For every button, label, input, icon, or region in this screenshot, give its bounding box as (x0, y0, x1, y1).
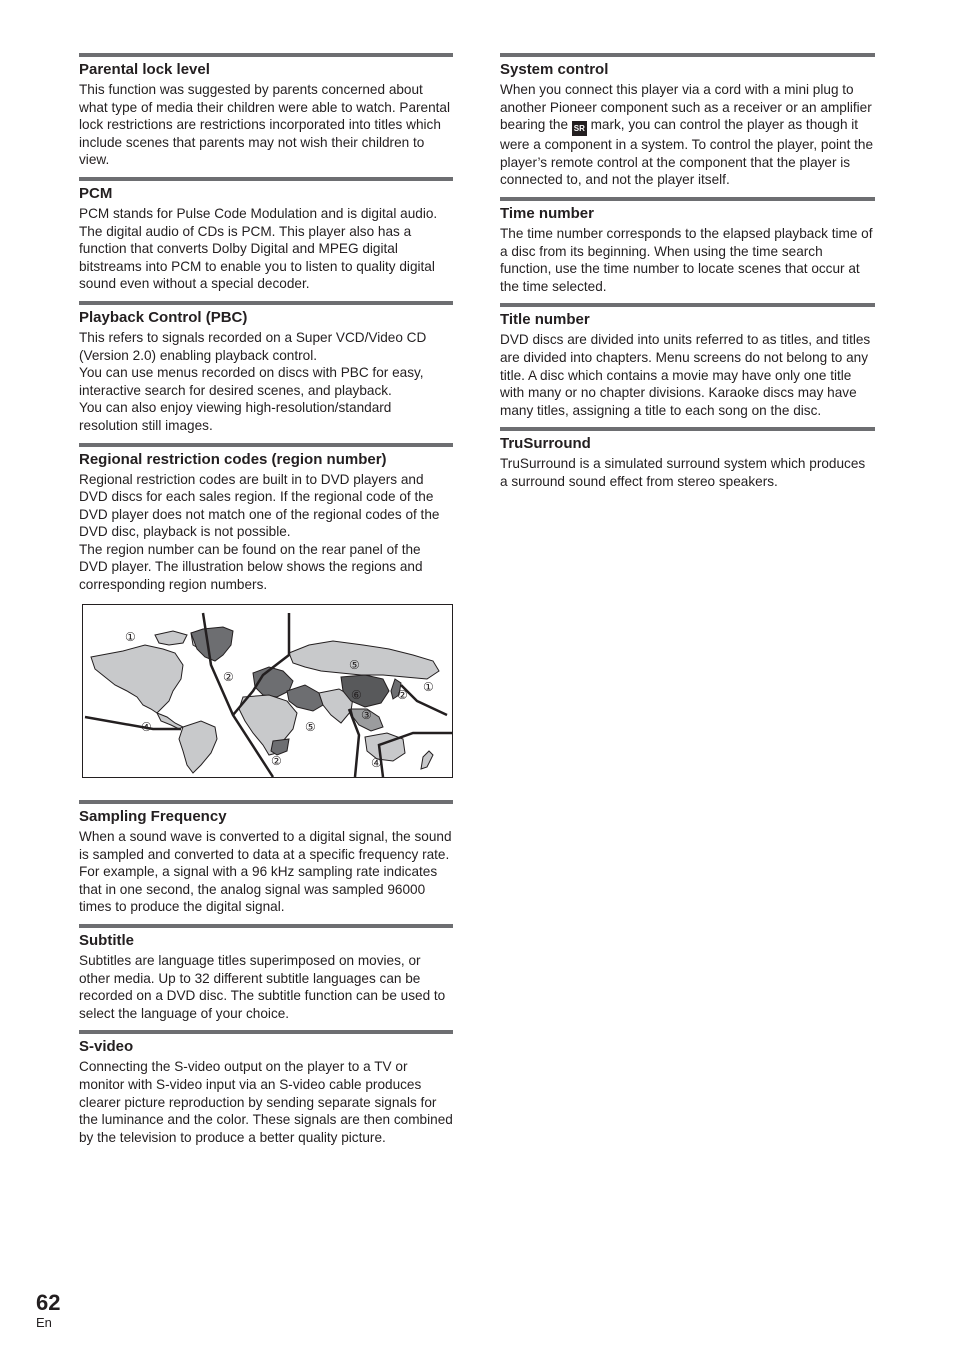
label-europe: ② (223, 670, 234, 684)
label-china: ⑥ (351, 688, 362, 702)
left-column (79, 53, 453, 602)
entry-paragraph: TruSurround is a simulated surround system which produces a surround sound effect from stereo speakers. (500, 456, 866, 489)
entry-paragraph: You can use menus recorded on discs with PBC for easy, interactive search for desired scenes, and playback. (79, 365, 424, 398)
glossary-entry-pcm (79, 177, 453, 293)
entry-text (500, 225, 875, 295)
entry-paragraph: The time number corresponds to the elapsed playback time of a disc from its beginning. When using the time search function, use the time number to locate scenes that occur at the time selected. (500, 225, 873, 294)
entry-text (500, 331, 875, 419)
entry-text (79, 1058, 453, 1146)
europe-shape (191, 627, 233, 661)
glossary-entry-trusurround (500, 427, 875, 490)
entry-title: System control (500, 61, 609, 78)
sr-mark-icon: SR (572, 121, 587, 136)
region-map (82, 604, 453, 778)
arctic-islands-shape (155, 631, 187, 645)
label-russia: ⑤ (349, 658, 360, 672)
entry-title: S-video (79, 1038, 134, 1056)
entry-paragraph: Subtitles are language titles superimposed on movies, or other media. Up to 32 different subtitle languages can be recorded on a DVD disc. The subtitle function can be used to select the language of your choice. (79, 952, 446, 1021)
entry-title: PCM (79, 184, 113, 202)
glossary-entry-parental-lock-level (79, 53, 453, 169)
entry-title: TruSurround (500, 435, 591, 453)
label-south-america: ④ (141, 720, 152, 734)
glossary-entry-sampling-frequency (79, 800, 453, 916)
central-america-shape (157, 713, 183, 729)
entry-title: Playback Control (PBC) (79, 308, 248, 326)
label-australia: ④ (371, 756, 382, 770)
label-north-america: ① (125, 630, 136, 644)
world-region-map (83, 605, 452, 777)
entry-paragraph: Regional restriction codes are built in to DVD players and DVD discs for each sales region. If the regional code of the DVD player does not match one of the regional codes of the DVD disc, playback is not possible. (79, 471, 440, 540)
north-america-shape (91, 645, 183, 713)
label-japan: ② (397, 688, 408, 702)
label-southeast-asia: ③ (361, 708, 372, 722)
entry-paragraph: When a sound wave is converted to a digital signal, the sound is sampled and converted to data at a specific frequency rate. For example, a signal with a 96 kHz sampling rate indicates that in one second, the analog signal was sampled 96000 times to produce the digital signal. (79, 829, 452, 915)
page-language: En (36, 1315, 52, 1330)
entry-title: Regional restriction codes (region number) (79, 450, 387, 468)
entry-paragraph: You can also enjoy viewing high-resolution/standard resolution still images. (79, 400, 392, 433)
glossary-entry-time-number (500, 197, 875, 295)
entry-title: Sampling Frequency (79, 808, 227, 825)
glossary-entry-s-video (79, 1030, 453, 1146)
entry-title: Title number (500, 311, 590, 329)
glossary-entry-regional-restriction-codes-region-number (79, 443, 453, 594)
page-number: 62 (36, 1290, 61, 1315)
entry-text (79, 81, 453, 169)
south-america-shape (179, 721, 217, 773)
entry-paragraph: The region number can be found on the rear panel of the DVD player. The illustration below shows the regions and corresponding region numbers. (79, 541, 423, 593)
entry-text: When you connect this player via a cord with a mini plug to another Pioneer component such as a receiver or an amplifier bearing the SR mark, you can control the player as though it were a component in a system. To control the player, point the player’s remote control at the component that the player is connected to, and not the player itself. (500, 82, 874, 188)
entry-text (79, 205, 453, 293)
entry-text (79, 329, 453, 435)
glossary-entry-playback-control-pbc (79, 301, 453, 435)
label-pacific: ① (423, 680, 434, 694)
label-africa: ⑤ (305, 720, 316, 734)
entry-text (500, 455, 875, 490)
glossary-entry-title-number (500, 303, 875, 419)
entry-paragraph: This function was suggested by parents concerned about what type of media their children were able to watch. Parental lock restrictions are restrictions incorporated into titles which include scenes that parents may not wish their children to view. (79, 82, 451, 168)
entry-paragraph: DVD discs are divided into units referred to as titles, and titles are divided into chapters. Menu screens do not belong to any title. A disc which contains a movie may have only one title with many or no chapter divisions. Karaoke discs may have many titles, assigning a title to each song on the disc. (500, 332, 871, 418)
entry-title: Subtitle (79, 931, 134, 949)
russia-shape (289, 641, 439, 679)
south-africa-shape (271, 739, 289, 755)
new-zealand-shape (421, 751, 433, 769)
entry-paragraph: This refers to signals recorded on a Super VCD/Video CD (Version 2.0) enabling playback control. (79, 329, 427, 363)
label-south-africa: ② (271, 754, 282, 768)
left-column-after-map (79, 800, 453, 1154)
entry-title: Parental lock level (79, 61, 210, 78)
entry-text (79, 828, 453, 916)
entry-title: Time number (500, 204, 594, 222)
right-column (500, 53, 875, 499)
entry-paragraph: Connecting the S-video output on the player to a TV or monitor with S-video input via an S-video cable produces clearer picture reproduction by sending separate signals for the luminance and the color. These signals are then combined by the television to produce a better quality picture. (79, 1059, 453, 1145)
glossary-entry-system-control (500, 53, 875, 189)
glossary-entry-subtitle (79, 924, 453, 1022)
entry-text (79, 471, 453, 594)
entry-paragraph: PCM stands for Pulse Code Modulation and is digital audio. The digital audio of CDs is PCM. This player also has a function that converts Dolby Digital and MPEG digital bitstreams into PCM to enable you to listen to quality digital sound even without a special decoder. (79, 205, 438, 292)
entry-text (79, 952, 453, 1022)
